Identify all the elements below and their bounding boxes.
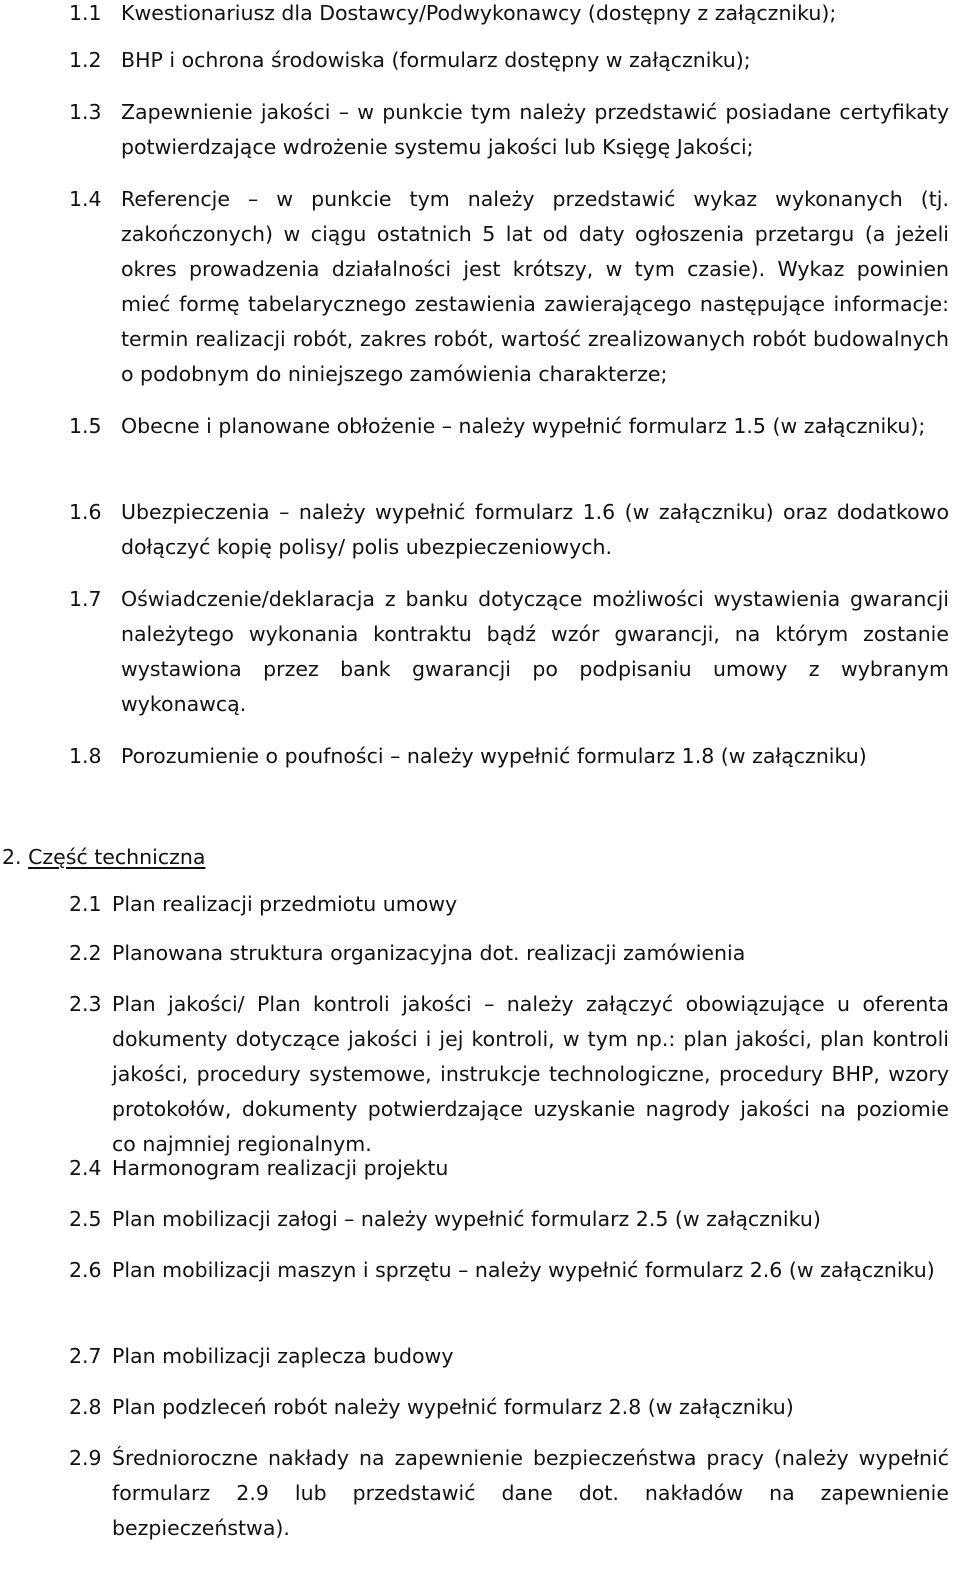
list-item-1-2	[69, 43, 949, 78]
section-number: 2.	[2, 845, 22, 869]
list-item-2-9	[69, 1441, 949, 1546]
item-number: 2.8	[69, 1395, 102, 1419]
list-item-2-8	[69, 1390, 949, 1425]
item-text: Planowana struktura organizacyjna dot. realizacji zamówienia	[112, 941, 746, 965]
item-text: Plan mobilizacji załogi – należy wypełnić formularz 2.5 (w załączniku)	[112, 1207, 821, 1231]
item-number: 2.7	[69, 1344, 102, 1368]
list-item-2-6	[69, 1253, 949, 1288]
item-number: 2.1	[69, 892, 102, 916]
item-number: 1.2	[69, 48, 102, 72]
item-text: Obecne i planowane obłożenie – należy wypełnić formularz 1.5 (w załączniku);	[121, 414, 926, 438]
item-text: Harmonogram realizacji projektu	[112, 1156, 449, 1180]
section-heading	[2, 843, 205, 871]
item-text: Porozumienie o poufności – należy wypełnić formularz 1.8 (w załączniku)	[121, 744, 867, 768]
item-number: 2.4	[69, 1156, 102, 1180]
item-text: Zapewnienie jakości – w punkcie tym należy przedstawić posiadane certyfikaty potwierdzające wdrożenie systemu jakości lub Księgę Jakości;	[121, 100, 949, 159]
item-text: Plan podzleceń robót należy wypełnić formularz 2.8 (w załączniku)	[112, 1395, 794, 1419]
list-item-2-7	[69, 1339, 949, 1374]
item-number: 2.3	[69, 992, 102, 1016]
item-number: 1.3	[69, 100, 102, 124]
item-number: 1.6	[69, 500, 102, 524]
item-text: Plan jakości/ Plan kontroli jakości – należy załączyć obowiązujące u oferenta dokumenty dotyczące jakości i jej kontroli, w tym np.: plan jakości, plan kontroli jakości, procedury systemowe, instrukcje technologiczne, procedury BHP, wzory protokołów, dokumenty potwierdzające uzyskanie nagrody jakości na poziomie co najmniej regionalnym.	[112, 992, 949, 1156]
item-number: 1.4	[69, 187, 102, 211]
list-item-1-3	[69, 95, 949, 165]
item-text: Ubezpieczenia – należy wypełnić formularz 1.6 (w załączniku) oraz dodatkowo dołączyć kopię polisy/ polis ubezpieczeniowych.	[121, 500, 949, 559]
list-item-2-5	[69, 1202, 949, 1237]
item-text: BHP i ochrona środowiska (formularz dostępny w załączniku);	[121, 48, 751, 72]
list-item-2-3	[69, 987, 949, 1162]
item-text: Plan mobilizacji maszyn i sprzętu – należy wypełnić formularz 2.6 (w załączniku)	[112, 1258, 935, 1282]
item-number: 1.5	[69, 414, 102, 438]
item-number: 1.7	[69, 587, 102, 611]
item-text: Kwestionariusz dla Dostawcy/Podwykonawcy (dostępny z załączniku);	[121, 1, 837, 25]
list-item-1-5	[69, 409, 949, 444]
item-text: Referencje – w punkcie tym należy przedstawić wykaz wykonanych (tj. zakończonych) w ciągu ostatnich 5 lat od daty ogłoszenia przetargu (a jeżeli okres prowadzenia działalności jest krótszy, w tym czasie). Wykaz powinien mieć formę tabelarycznego zestawienia zawierającego następujące informacje: termin realizacji robót, zakres robót, wartość zrealizowanych robót budowalnych o podobnym do niniejszego zamówienia charakterze;	[121, 187, 949, 386]
item-number: 2.6	[69, 1258, 102, 1282]
item-number: 2.9	[69, 1446, 102, 1470]
item-text: Plan mobilizacji zaplecza budowy	[112, 1344, 454, 1368]
item-number: 2.5	[69, 1207, 102, 1231]
list-item-2-1	[69, 887, 949, 922]
item-number: 1.1	[69, 1, 102, 25]
item-text: Oświadczenie/deklaracja z banku dotyczące możliwości wystawienia gwarancji należytego wykonania kontraktu bądź wzór gwarancji, na którym zostanie wystawiona przez bank gwarancji po podpisaniu umowy z wybranym wykonawcą.	[121, 587, 949, 716]
list-item-2-2	[69, 936, 949, 971]
list-item-1-8	[69, 739, 949, 774]
list-item-1-4	[69, 182, 949, 392]
list-item-1-6	[69, 495, 949, 565]
list-item-1-7	[69, 582, 949, 722]
item-number: 2.2	[69, 941, 102, 965]
list-item-2-4	[69, 1151, 949, 1186]
list-item-1-1	[69, 0, 949, 31]
item-number: 1.8	[69, 744, 102, 768]
section-title: Część techniczna	[28, 845, 206, 869]
item-text: Plan realizacji przedmiotu umowy	[112, 892, 458, 916]
item-text: Średnioroczne nakłady na zapewnienie bezpieczeństwa pracy (należy wypełnić formularz 2.9 lub przedstawić dane dot. nakładów na zapewnienie bezpieczeństwa).	[112, 1446, 949, 1540]
